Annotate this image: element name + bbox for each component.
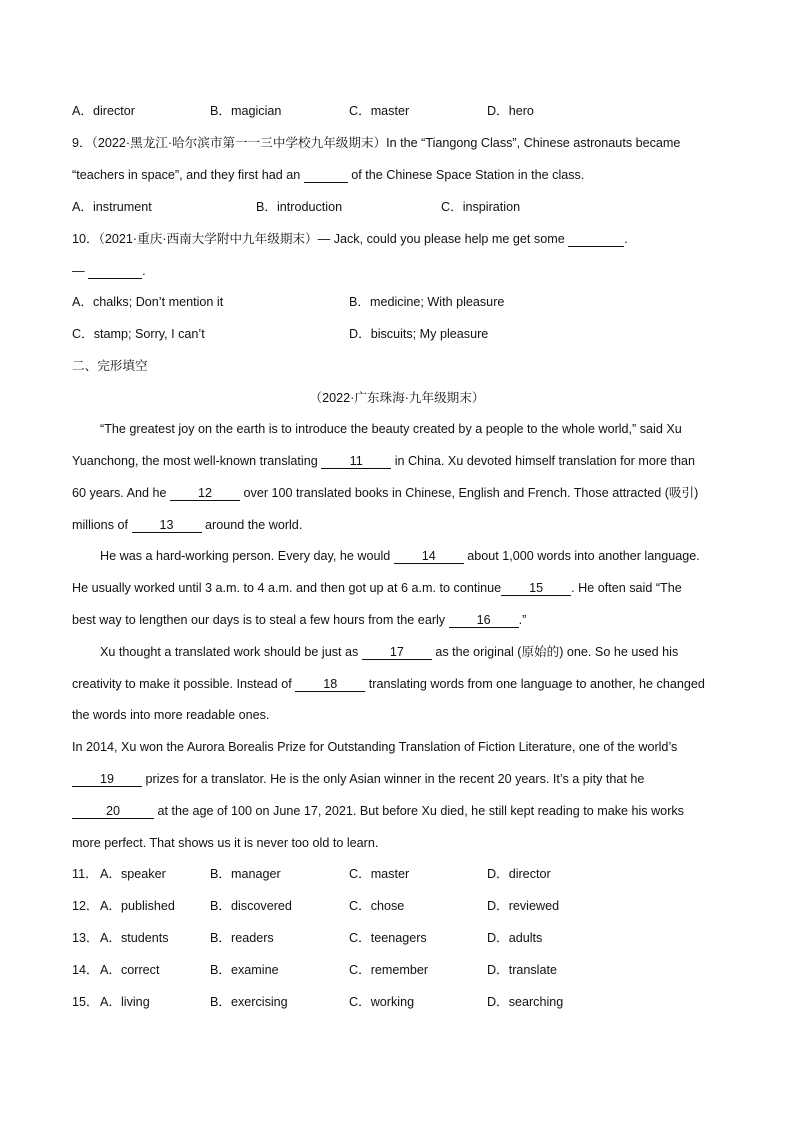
answer-option-b: B．readers bbox=[210, 931, 274, 945]
section-title: 二、完形填空 bbox=[72, 359, 148, 373]
q9-stem-line2: “teachers in space”, and they first had an of the Chinese Space Station in the class. bbox=[72, 168, 585, 182]
answer-option-b: B．discovered bbox=[210, 899, 292, 913]
blank-14: 14 bbox=[394, 550, 464, 564]
passage-p2-line2: He usually worked until 3 a.m. to 4 a.m. and then got up at 6 a.m. to continue 15 . He often said “The bbox=[72, 581, 682, 595]
answer-option-c: C．teenagers bbox=[349, 931, 427, 945]
answer-number: 14． bbox=[72, 963, 99, 977]
q8-option-c: C．master bbox=[349, 104, 410, 118]
q8-option-a: A．director bbox=[72, 104, 135, 118]
answer-number: 12． bbox=[72, 899, 99, 913]
answer-option-a: A．living bbox=[100, 995, 150, 1009]
answer-option-b: B．manager bbox=[210, 867, 281, 881]
blank-12: 12 bbox=[170, 487, 240, 501]
answer-option-c: C．remember bbox=[349, 963, 429, 977]
blank-20: 20 bbox=[72, 805, 154, 819]
answer-option-a: A．speaker bbox=[100, 867, 166, 881]
answer-option-d: D．reviewed bbox=[487, 899, 560, 913]
answer-option-b: B．exercising bbox=[210, 995, 288, 1009]
answer-option-c: C．chose bbox=[349, 899, 405, 913]
blank-19: 19 bbox=[72, 773, 142, 787]
q8-option-b: B．magician bbox=[210, 104, 282, 118]
blank-17: 17 bbox=[362, 646, 432, 660]
answer-option-a: A．students bbox=[100, 931, 169, 945]
answer-option-a: A．published bbox=[100, 899, 175, 913]
answer-option-d: D．adults bbox=[487, 931, 543, 945]
answer-option-a: A．correct bbox=[100, 963, 160, 977]
q10-option-b: B．medicine; With pleasure bbox=[349, 295, 505, 309]
q9-option-a: A．instrument bbox=[72, 200, 152, 214]
q9-option-b: B．introduction bbox=[256, 200, 343, 214]
passage-p4-line4: more perfect. That shows us it is never too old to learn. bbox=[72, 836, 379, 850]
q10-blank2 bbox=[88, 265, 142, 279]
passage-p4-line1: In 2014, Xu won the Aurora Borealis Prize for Outstanding Translation of Fiction Literature, one of the world’s bbox=[72, 740, 678, 754]
passage-p3-line3: the words into more readable ones. bbox=[72, 708, 270, 722]
q10-stem-line2: — . bbox=[72, 264, 146, 278]
blank-15: 15 bbox=[501, 582, 571, 596]
answer-number: 13． bbox=[72, 931, 99, 945]
answer-option-b: B．examine bbox=[210, 963, 279, 977]
passage-p1-line2: Yuanchong, the most well-known translating 11 in China. Xu devoted himself translation for more than bbox=[72, 454, 696, 468]
answer-option-c: C．working bbox=[349, 995, 415, 1009]
q9-blank bbox=[304, 169, 348, 183]
q10-stem-line1: 10．（2021·重庆·西南大学附中九年级期末）— Jack, could you please help me get some . bbox=[72, 232, 628, 246]
q9-option-c: C．inspiration bbox=[441, 200, 521, 214]
q10-blank1 bbox=[568, 233, 624, 247]
passage-p1-line3: 60 years. And he 12 over 100 translated books in Chinese, English and French. Those attracted (吸引) bbox=[72, 486, 699, 500]
blank-16: 16 bbox=[449, 614, 519, 628]
answer-option-d: D．translate bbox=[487, 963, 557, 977]
answer-option-c: C．master bbox=[349, 867, 410, 881]
passage-p2-line1: He was a hard-working person. Every day, he would 14 about 1,000 words into another language. bbox=[100, 549, 700, 563]
blank-11: 11 bbox=[321, 455, 391, 469]
passage-p4-line3: 20 at the age of 100 on June 17, 2021. But before Xu died, he still kept reading to make his works bbox=[72, 803, 684, 819]
blank-13: 13 bbox=[132, 519, 202, 533]
answer-number: 11． bbox=[72, 867, 98, 881]
passage-p2-line3: best way to lengthen our days is to steal a few hours from the early 16 .” bbox=[72, 613, 527, 627]
q10-option-a: A．chalks; Don’t mention it bbox=[72, 295, 224, 309]
passage-p3-line1: Xu thought a translated work should be just as 17 as the original (原始的) one. So he used his bbox=[100, 645, 679, 659]
answer-number: 15． bbox=[72, 995, 99, 1009]
answer-option-d: D．searching bbox=[487, 995, 564, 1009]
q9-stem-line1: 9．（2022·黑龙江·哈尔滨市第一一三中学校九年级期末）In the “Tiangong Class”, Chinese astronauts became bbox=[72, 136, 681, 150]
passage-p1-line4: millions of 13 around the world. bbox=[72, 518, 303, 532]
passage-source: （2022·广东珠海·九年级期末） bbox=[309, 391, 485, 405]
blank-18: 18 bbox=[295, 678, 365, 692]
q8-option-d: D．hero bbox=[487, 104, 534, 118]
passage-p3-line2: creativity to make it possible. Instead of 18 translating words from one language to another, he changed bbox=[72, 677, 705, 691]
passage-p4-line2: 19 prizes for a translator. He is the only Asian winner in the recent 20 years. It’s a pity that he bbox=[72, 771, 644, 787]
q10-option-d: D．biscuits; My pleasure bbox=[349, 327, 489, 341]
passage-p1-line1: “The greatest joy on the earth is to introduce the beauty created by a people to the whole world,” said Xu bbox=[100, 422, 682, 436]
q10-option-c: C．stamp; Sorry, I can’t bbox=[72, 327, 205, 341]
answer-option-d: D．director bbox=[487, 867, 551, 881]
